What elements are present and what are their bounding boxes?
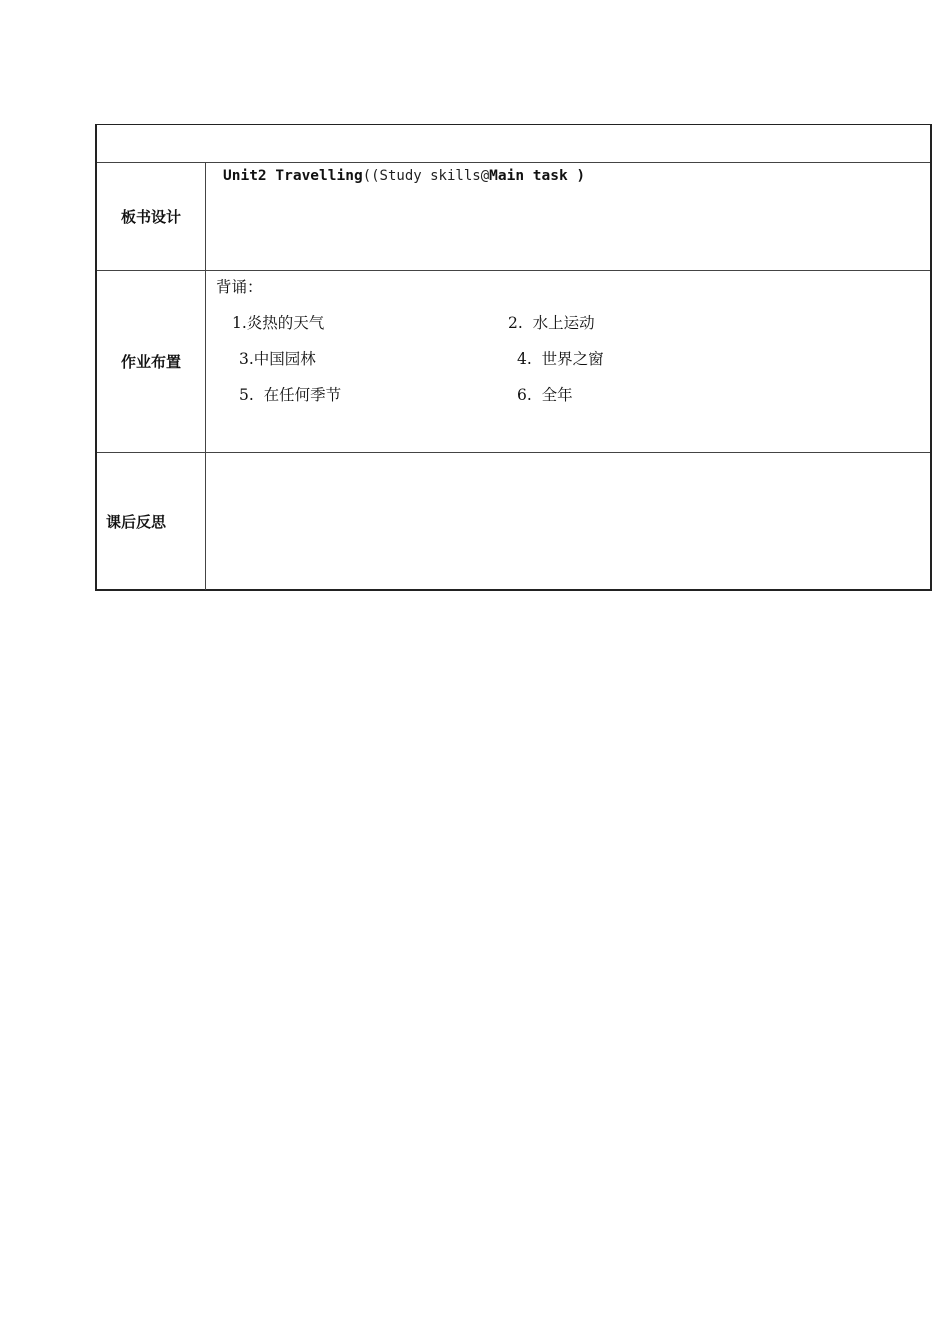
homework-item: 5. 在任何季节 — [239, 386, 342, 404]
reflection-row — [97, 453, 930, 590]
reflection-label: 课后反思 — [97, 453, 206, 590]
homework-item: 6. 全年 — [517, 386, 573, 404]
homework-label: 作业布置 — [97, 271, 206, 452]
study-skills-text: Study skills@ — [379, 168, 490, 184]
homework-row — [97, 271, 930, 453]
board-design-content — [206, 163, 930, 270]
unit-title: Unit2 Travelling — [223, 168, 363, 184]
homework-item: 2. 水上运动 — [508, 314, 595, 332]
homework-item: 4. 世界之窗 — [517, 350, 604, 368]
paren-open: (( — [362, 168, 380, 184]
lesson-plan-table — [95, 124, 932, 591]
homework-content — [206, 271, 930, 452]
homework-intro: 背诵： — [216, 278, 263, 296]
main-task-text: Main task ) — [489, 168, 586, 184]
board-design-row — [97, 163, 930, 271]
homework-item: 3.中国园林 — [239, 350, 316, 368]
board-design-text — [223, 168, 585, 184]
board-design-label: 板书设计 — [97, 163, 206, 270]
table-header-row — [97, 125, 930, 163]
reflection-content — [206, 453, 930, 590]
homework-item: 1.炎热的天气 — [232, 314, 325, 332]
